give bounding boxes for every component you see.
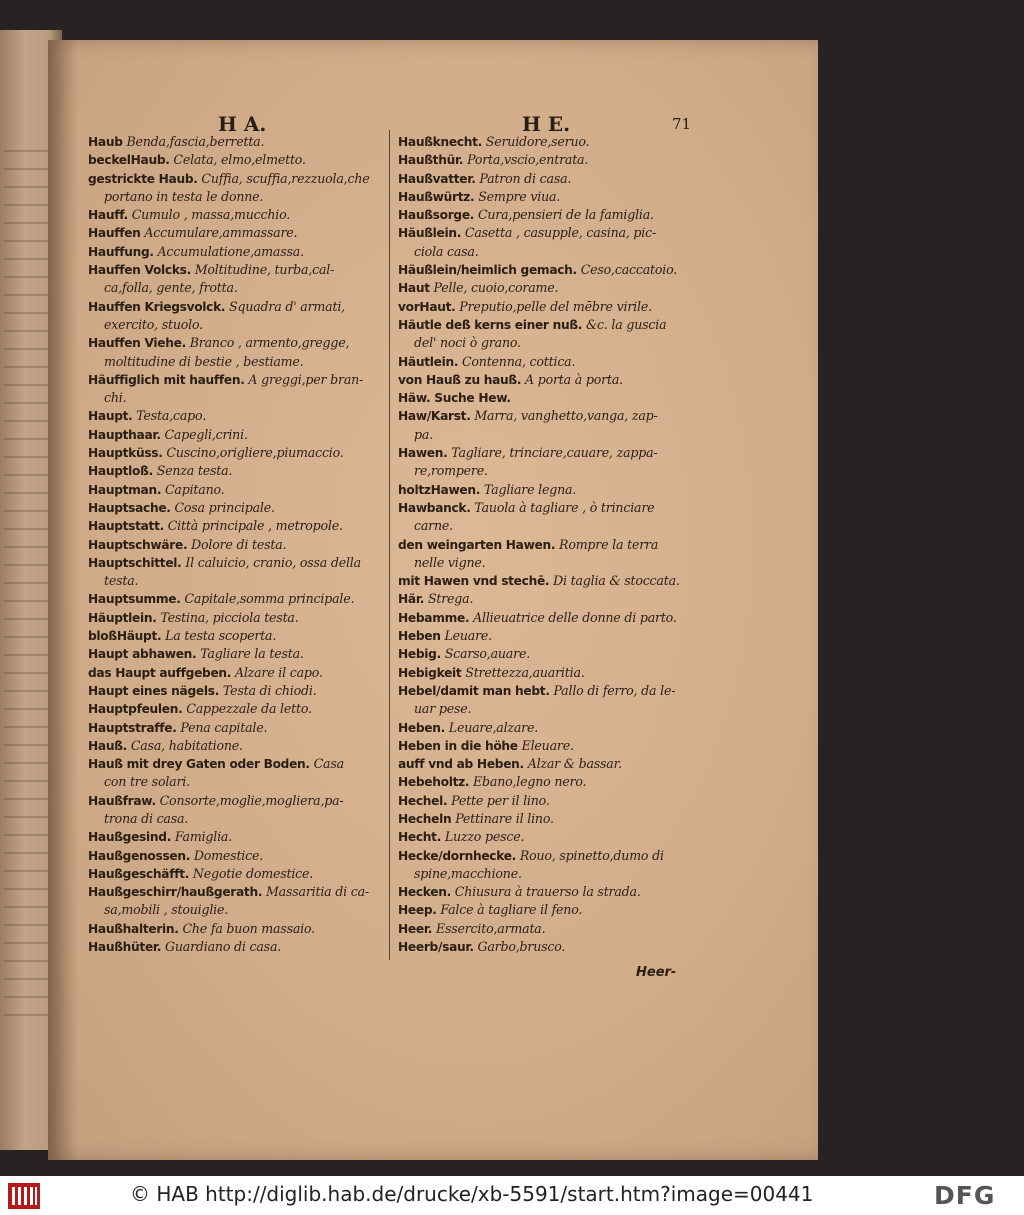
dictionary-entry [398, 499, 698, 536]
entry-headword: Haußgenossen. [88, 848, 191, 863]
dictionary-entry [398, 371, 698, 389]
entry-headword: Haußknecht. [398, 135, 482, 149]
entry-gloss: Cuscino,origliere,piumaccio. [166, 445, 344, 461]
entry-gloss: Patron di casa. [479, 170, 572, 186]
dictionary-entry [88, 371, 388, 408]
entry-headword: Heer. [398, 921, 433, 936]
entry-headword: Hauptsache. [88, 500, 171, 515]
dictionary-entry [398, 883, 698, 901]
entry-headword: gestrickte Haub. [88, 171, 198, 186]
dictionary-entry [398, 261, 698, 279]
dictionary-entry [88, 536, 388, 554]
column-divider [389, 130, 390, 960]
dictionary-entry [88, 664, 388, 682]
library-logo-icon [8, 1183, 40, 1209]
entry-gloss: Pallo di ferro, da le- [553, 682, 676, 698]
entry-continuation: exercito, stuolo. [104, 316, 203, 332]
entry-gloss: Garbo,brusco. [477, 939, 566, 955]
entry-gloss: Che fa buon massaio. [182, 920, 315, 936]
entry-headword: Hauffung. [88, 244, 154, 259]
entry-gloss: Domestice. [193, 847, 264, 863]
entry-gloss: Cappezzale da letto. [186, 701, 312, 717]
entry-headword: Haut [398, 281, 430, 296]
entry-gloss: Moltitudine, turba,cal- [194, 262, 335, 278]
dictionary-entry [88, 444, 388, 462]
entry-gloss: Scarso,auare. [444, 646, 530, 662]
entry-gloss: Strega. [427, 591, 474, 607]
entry-headword: Haupt abhawen. [88, 647, 197, 662]
entry-headword: Haußgesind. [88, 830, 172, 845]
dictionary-entry [398, 828, 698, 846]
entry-gloss: Accumulare,ammassare. [144, 225, 298, 241]
entry-headword: Hauptstatt. [88, 519, 164, 534]
entry-gloss: Cura,pensieri de la famiglia. [477, 207, 654, 223]
dictionary-entry [88, 151, 388, 169]
entry-headword: den weingarten Hawen. [398, 537, 556, 552]
entry-gloss: Branco , armento,gregge, [189, 335, 350, 351]
entry-gloss: Pena capitale. [180, 719, 268, 735]
dictionary-entry [398, 151, 698, 169]
entry-headword: Haußgeschäfft. [88, 866, 190, 881]
entry-headword: Haupthaar. [88, 427, 161, 442]
entry-headword: Haußhüter. [88, 940, 162, 955]
entry-gloss: &c. la guscia [585, 316, 667, 332]
dictionary-entry [398, 444, 698, 481]
dictionary-entry [88, 517, 388, 535]
entry-gloss: Ceso,caccatoio. [580, 262, 678, 278]
entry-headword: Hecke/dornhecke. [398, 848, 517, 863]
entry-headword: Häutlein. [398, 354, 459, 369]
dictionary-entry [398, 810, 698, 828]
entry-gloss: Tagliare, trinciare,cauare, zappa- [451, 445, 658, 461]
entry-headword: Hawen. [398, 446, 448, 461]
dictionary-entry [398, 590, 698, 608]
dictionary-entry [88, 407, 388, 425]
dictionary-entry [88, 243, 388, 261]
entry-gloss: A greggi,per bran- [248, 371, 364, 387]
entry-gloss: Cuffia, scuffia,rezzuola,che [201, 170, 370, 186]
entry-headword: Hawbanck. [398, 500, 471, 515]
entry-gloss: Falce à tagliare il feno. [440, 902, 583, 918]
right-column [398, 133, 698, 956]
dictionary-entry [398, 206, 698, 224]
entry-headword: beckelHaub. [88, 153, 170, 168]
page-number: 71 [672, 115, 692, 133]
dictionary-entry [88, 206, 388, 224]
entry-headword: Hauffen Kriegsvolck. [88, 299, 226, 314]
dictionary-entry [398, 627, 698, 645]
entry-headword: Häutle deß kerns einer nuß. [398, 317, 583, 332]
dictionary-entry [88, 426, 388, 444]
entry-headword: Hauptsumme. [88, 592, 181, 607]
dictionary-entry [88, 334, 388, 371]
dictionary-entry [398, 170, 698, 188]
entry-headword: Hauß mit drey Gaten oder Boden. [88, 757, 310, 772]
entry-headword: Hauptpfeulen. [88, 702, 183, 717]
entry-continuation: testa. [104, 573, 139, 589]
entry-gloss: Negotie domestice. [192, 865, 314, 881]
entry-gloss: Casa [313, 756, 344, 772]
entry-gloss: Ebano,legno nero. [473, 774, 587, 790]
entry-gloss: Eleuare. [521, 737, 574, 753]
entry-headword: holtzHawen. [398, 482, 481, 497]
entry-gloss: Il caluicio, cranio, ossa della [185, 554, 361, 570]
dictionary-entry [398, 316, 698, 353]
dictionary-entry [88, 133, 388, 151]
dictionary-entry [88, 792, 388, 829]
entry-gloss: Pettinare il lino. [455, 810, 554, 826]
dictionary-entry [398, 938, 698, 956]
entry-continuation: carne. [414, 518, 453, 534]
entry-gloss: Rompre la terra [559, 536, 659, 552]
entry-headword: Haußthür. [398, 153, 464, 168]
entry-headword: Heben. [398, 720, 445, 735]
entry-headword: Heerb/saur. [398, 940, 474, 955]
entry-headword: Hebig. [398, 647, 441, 662]
entry-gloss: La testa scoperta. [165, 628, 277, 644]
dictionary-entry [398, 920, 698, 938]
dictionary-entry [88, 865, 388, 883]
entry-gloss: Contenna, cottica. [461, 353, 576, 369]
entry-headword: Haußhalterin. [88, 921, 179, 936]
entry-gloss: Pelle, cuoio,corame. [433, 280, 559, 296]
entry-gloss: Di taglia & stoccata. [553, 573, 680, 589]
entry-headword: Haußfraw. [88, 793, 156, 808]
entry-gloss: Celata, elmo,elmetto. [173, 152, 306, 168]
catchword: Heer- [636, 965, 677, 980]
entry-gloss: Leuare. [444, 628, 492, 644]
entry-gloss: Massaritia di ca- [265, 884, 369, 900]
entry-gloss: Rouo, spinetto,dumo di [519, 847, 664, 863]
entry-gloss: Preputio,pelle del mēbre virile. [459, 298, 652, 314]
entry-gloss: Tauola à tagliare , ò trinciare [474, 499, 655, 515]
entry-gloss: Testa di chiodi. [222, 682, 317, 698]
entry-gloss: Strettezza,auaritia. [465, 664, 585, 680]
footer-credit-link[interactable]: © HAB http://diglib.hab.de/drucke/xb-5591/start.htm?image=00441 [130, 1182, 814, 1206]
entry-gloss: Porta,vscio,entrata. [467, 152, 589, 168]
entry-headword: Här. [398, 592, 425, 607]
entry-headword: Häuffiglich mit hauffen. [88, 372, 245, 387]
left-column [88, 133, 388, 956]
entry-headword: mit Hawen vnd stechē. [398, 574, 550, 589]
dictionary-entry [88, 920, 388, 938]
entry-continuation: chi. [104, 390, 127, 406]
dictionary-entry [88, 298, 388, 335]
dictionary-entry [398, 792, 698, 810]
entry-gloss: Dolore di testa. [191, 536, 287, 552]
dictionary-entry [398, 407, 698, 444]
entry-gloss: Casetta , casupple, casina, pic- [464, 225, 657, 241]
entry-headword: Häuptlein. [88, 610, 157, 625]
dictionary-entry [88, 627, 388, 645]
dictionary-entry [398, 536, 698, 573]
entry-headword: Hebel/damit man hebt. [398, 683, 550, 698]
entry-gloss: Senza testa. [156, 463, 233, 479]
running-head-right: H E. [522, 112, 571, 136]
entry-headword: Haußsorge. [398, 208, 475, 223]
dictionary-entry [88, 261, 388, 298]
dictionary-entry [88, 645, 388, 663]
entry-headword: Haußvatter. [398, 171, 476, 186]
dictionary-entry [398, 682, 698, 719]
dictionary-entry [88, 828, 388, 846]
dictionary-entry [88, 847, 388, 865]
dictionary-entry [398, 773, 698, 791]
entry-gloss: Cumulo , massa,mucchio. [131, 207, 291, 223]
dictionary-entry [88, 737, 388, 755]
entry-gloss: Sempre viua. [478, 188, 561, 204]
entry-headword: vorHaut. [398, 299, 456, 314]
entry-headword: Hauffen Volcks. [88, 263, 191, 278]
entry-gloss: Marra, vanghetto,vanga, zap- [474, 408, 658, 424]
dictionary-entry [88, 554, 388, 591]
dictionary-entry [88, 609, 388, 627]
dictionary-entry [88, 170, 388, 207]
entry-gloss: Testina, picciola testa. [160, 609, 299, 625]
entry-gloss: Città principale , metropole. [167, 518, 343, 534]
entry-gloss: A porta à porta. [525, 371, 623, 387]
dictionary-entry [88, 224, 388, 242]
entry-gloss: Testa,capo. [136, 408, 206, 424]
dictionary-entry [398, 609, 698, 627]
entry-headword: Hecken. [398, 885, 451, 900]
entry-headword: Hauff. [88, 208, 128, 223]
entry-gloss: Consorte,moglie,mogliera,pa- [159, 792, 344, 808]
entry-headword: bloßHäupt. [88, 629, 162, 644]
entry-headword: Hauffen Viehe. [88, 336, 186, 351]
entry-headword: Haupt. [88, 409, 133, 424]
entry-headword: Hauptküss. [88, 446, 163, 461]
entry-gloss: Accumulatione,amassa. [157, 243, 304, 259]
entry-headword: Hauffen [88, 226, 141, 241]
entry-gloss: Capitale,somma principale. [184, 591, 355, 607]
entry-headword: Haupt eines nägels. [88, 683, 220, 698]
entry-headword: Hecheln [398, 811, 452, 826]
entry-gloss: Luzzo pesce. [444, 829, 525, 845]
entry-headword: Häw. Suche Hew. [398, 391, 511, 406]
dictionary-entry [88, 883, 388, 920]
entry-gloss: Squadra d' armati, [229, 298, 345, 314]
dictionary-entry [398, 298, 698, 316]
entry-continuation: trona di casa. [104, 810, 189, 826]
dictionary-entry [398, 737, 698, 755]
entry-headword: von Hauß zu hauß. [398, 372, 522, 387]
dictionary-entry [398, 188, 698, 206]
entry-headword: Hauptstraffe. [88, 720, 177, 735]
entry-headword: Hauß. [88, 738, 127, 753]
entry-gloss: Tagliare la testa. [200, 646, 304, 662]
dictionary-entry [88, 462, 388, 480]
entry-gloss: Famiglia. [174, 829, 233, 845]
entry-headword: Hebigkeit [398, 665, 462, 680]
entry-gloss: Capitano. [165, 481, 225, 497]
dictionary-entry [88, 755, 388, 792]
entry-continuation: moltitudine di bestie , bestiame. [104, 353, 304, 369]
dictionary-entry [398, 224, 698, 261]
entry-headword: Hauptschittel. [88, 555, 182, 570]
entry-headword: Häußlein/heimlich gemach. [398, 263, 577, 278]
dictionary-entry [398, 353, 698, 371]
entry-gloss: Benda,fascia,berretta. [126, 134, 265, 149]
dictionary-entry [398, 279, 698, 297]
entry-headword: Heben in die höhe [398, 738, 518, 753]
dictionary-entry [398, 133, 698, 151]
entry-headword: Haub [88, 135, 123, 149]
entry-gloss: Leuare,alzare. [448, 719, 539, 735]
entry-gloss: Cosa principale. [174, 499, 275, 515]
entry-gloss: Essercito,armata. [435, 920, 546, 936]
dictionary-entry [88, 590, 388, 608]
entry-continuation: sa,mobili , stouiglie. [104, 902, 229, 918]
entry-headword: Hechel. [398, 793, 448, 808]
dictionary-entry [398, 572, 698, 590]
footer-bar [0, 1176, 1024, 1215]
page-gutter-shadow [48, 40, 78, 1160]
dictionary-entry [398, 481, 698, 499]
entry-headword: Haußgeschirr/haußgerath. [88, 885, 263, 900]
entry-gloss: Chiusura à trauerso la strada. [454, 884, 641, 900]
dictionary-entry [88, 682, 388, 700]
entry-headword: Hauptloß. [88, 464, 153, 479]
entry-gloss: Guardiano di casa. [165, 939, 282, 955]
entry-continuation: nelle vigne. [414, 554, 486, 570]
entry-headword: Haußwürtz. [398, 189, 475, 204]
dictionary-entry [398, 645, 698, 663]
entry-gloss: Pette per il lino. [451, 792, 550, 808]
entry-headword: Hebeholtz. [398, 775, 470, 790]
entry-headword: Heben [398, 629, 441, 644]
dictionary-entry [398, 719, 698, 737]
dictionary-entry [88, 481, 388, 499]
entry-gloss: Allieuatrice delle donne di parto. [473, 609, 677, 625]
entry-continuation: portano in testa le donne. [104, 188, 264, 204]
entry-headword: Haw/Karst. [398, 409, 471, 424]
running-head-left: H A. [218, 112, 267, 136]
entry-continuation: spine,macchione. [414, 865, 522, 881]
entry-gloss: Seruidore,seruo. [485, 134, 590, 149]
entry-continuation: pa. [414, 426, 433, 442]
dfg-logo: DFG [934, 1181, 996, 1210]
entry-continuation: del' noci ò grano. [414, 335, 521, 351]
entry-gloss: Alzar & bassar. [527, 756, 622, 772]
entry-headword: das Haupt auffgeben. [88, 665, 232, 680]
dictionary-entry [398, 755, 698, 773]
entry-headword: Hauptschwäre. [88, 537, 188, 552]
entry-continuation: con tre solari. [104, 774, 190, 790]
dictionary-entry [398, 901, 698, 919]
dictionary-entry [88, 719, 388, 737]
entry-continuation: ciola casa. [414, 243, 479, 259]
entry-continuation: re,rompere. [414, 463, 488, 479]
dictionary-entry [88, 499, 388, 517]
dictionary-entry [88, 700, 388, 718]
entry-headword: auff vnd ab Heben. [398, 757, 524, 772]
entry-gloss: Casa, habitatione. [130, 737, 243, 753]
entry-headword: Hecht. [398, 830, 442, 845]
entry-headword: Heep. [398, 903, 437, 918]
entry-headword: Häußlein. [398, 226, 462, 241]
dictionary-entry [88, 938, 388, 956]
dictionary-entry [398, 389, 698, 407]
entry-gloss: Alzare il capo. [234, 664, 323, 680]
entry-gloss: Capegli,crini. [164, 426, 248, 442]
entry-gloss: Tagliare legna. [483, 481, 577, 497]
dictionary-entry [398, 664, 698, 682]
entry-headword: Hebamme. [398, 610, 470, 625]
dictionary-entry [398, 847, 698, 884]
entry-continuation: ca,folla, gente, frotta. [104, 280, 238, 296]
entry-headword: Hauptman. [88, 482, 162, 497]
entry-continuation: uar pese. [414, 701, 472, 717]
